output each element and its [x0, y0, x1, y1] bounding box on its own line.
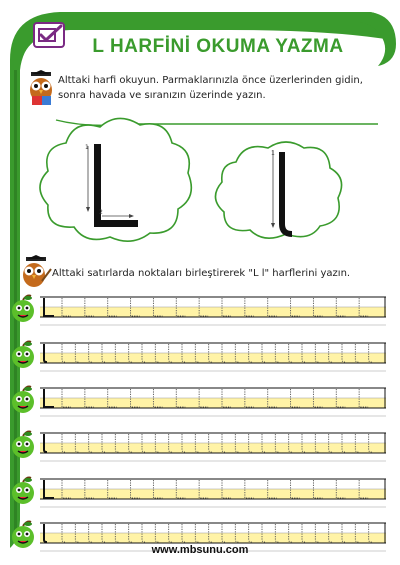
writing-line-row[interactable] — [40, 384, 386, 420]
footer-website: www.mbsunu.com — [151, 544, 249, 556]
stroke-number-two: 2 — [99, 209, 103, 216]
lowercase-l-tracing-letter — [268, 146, 308, 238]
writing-line-row[interactable] — [40, 339, 386, 375]
owl-teacher-pointer-icon — [20, 255, 52, 293]
stroke-number-one-lowercase: 1 — [271, 150, 275, 157]
page-title: L HARFİNİ OKUMA YAZMA — [92, 36, 344, 57]
apple-smile-icon — [9, 430, 37, 460]
writing-line-row[interactable] — [40, 475, 386, 511]
apple-glasses-icon — [9, 294, 37, 324]
apple-3d-glasses-icon — [9, 385, 37, 415]
writing-line-row[interactable] — [40, 429, 386, 465]
apple-headphones-icon — [9, 476, 37, 506]
stroke-number-one: 1 — [85, 144, 89, 151]
writing-line-row[interactable] — [40, 293, 386, 329]
checkbox-icon — [33, 22, 65, 48]
uppercase-l-tracing-letter — [82, 140, 152, 232]
instruction-connect-dots: Alttaki satırlarda noktaları birleştirerek "L l" harflerini yazın. — [52, 268, 351, 279]
apple-sunglasses-icon — [9, 340, 37, 370]
instruction-read-letter: Alttaki harfi okuyun. Parmaklarınızla önce üzerlerinden gidin, sonra havada ve sıranızın üzerinde yazın. — [58, 75, 363, 101]
